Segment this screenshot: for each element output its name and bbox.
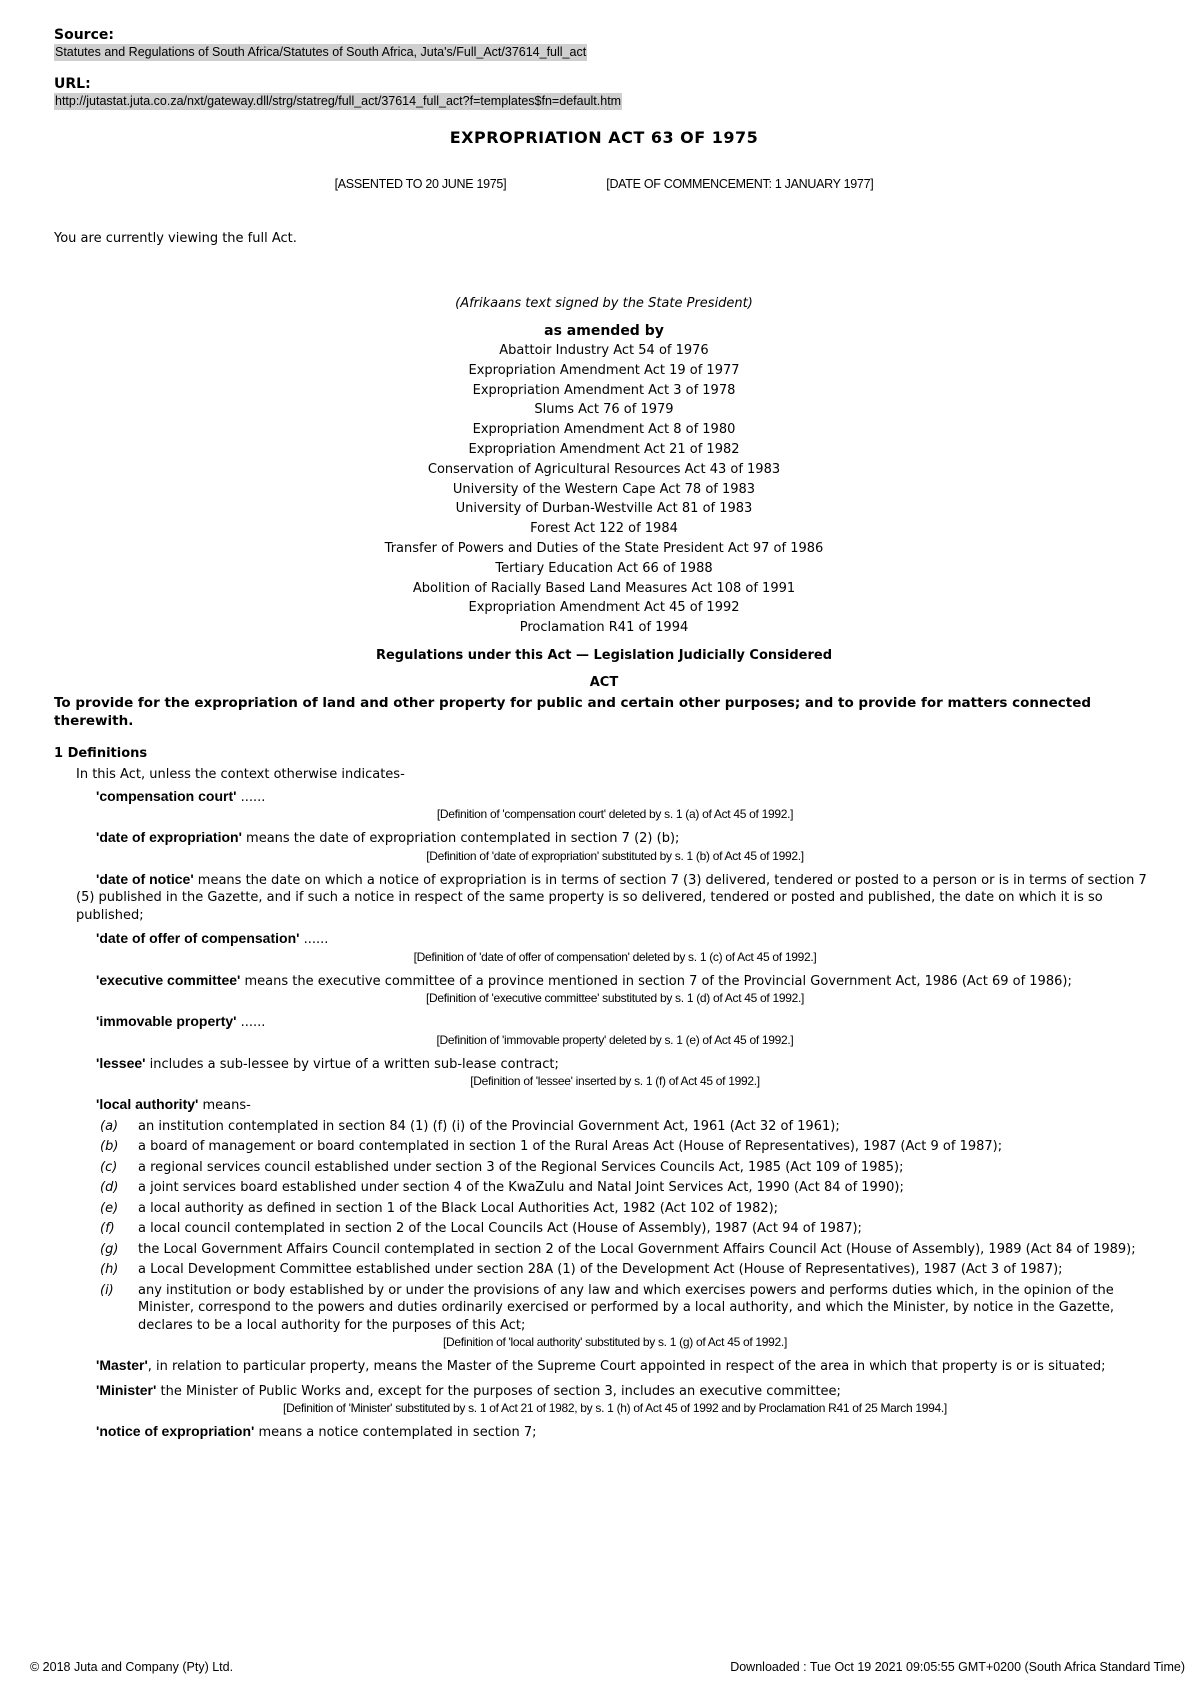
definition-master: [76, 1357, 1154, 1376]
viewing-notice: You are currently viewing the full Act.: [54, 231, 297, 246]
definition-term: 'date of expropriation': [96, 829, 242, 846]
definition-date-of-offer: [76, 930, 1154, 966]
amendment-link[interactable]: University of Durban-Westville Act 81 of 1983: [455, 501, 753, 517]
source-value: Statutes and Regulations of South Africa/Statutes of South Africa, Juta's/Full_Act/37614_full_act: [55, 45, 587, 59]
paragraph-c: (c) a regional services council established under section 3 of the Regional Services Councils Act, 1985 (Act 109 of 1985);: [100, 1159, 904, 1175]
date-line: [54, 177, 1154, 191]
definition-local-authority: [76, 1096, 1154, 1115]
commencement-date: [DATE OF COMMENCEMENT: 1 JANUARY 1977]: [606, 177, 874, 191]
paragraph-d: (d) a joint services board established under section 4 of the KwaZulu and Natal Joint Services Act, 1990 (Act 84 of 1990);: [100, 1180, 904, 1196]
amendment-note: [Definition of 'lessee' inserted by s. 1 (f) of Act 45 of 1992.]: [470, 1074, 760, 1089]
paragraph-b: (b) a board of management or board contemplated in section 1 of the Rural Areas Act (House of Representatives), 1987 (Act 9 of 1987);: [100, 1139, 1003, 1155]
document-page: [54, 26, 1154, 1442]
amendment-note: [Definition of 'date of expropriation' substituted by s. 1 (b) of Act 45 of 1992.]: [426, 848, 804, 863]
definition-immovable-property: [76, 1013, 1154, 1049]
amendment-link[interactable]: Forest Act 122 of 1984: [530, 521, 678, 537]
definition-text: ......: [236, 1015, 266, 1031]
paragraph-f: (f) a local council contemplated in section 2 of the Local Councils Act (House of Assembly), 1987 (Act 94 of 1987);: [100, 1221, 862, 1237]
definition-term: 'date of notice': [96, 870, 194, 887]
definition-compensation-court: [76, 788, 1154, 824]
amendment-link[interactable]: Slums Act 76 of 1979: [534, 402, 674, 418]
definition-term: 'notice of expropriation': [96, 1423, 255, 1440]
definition-term: 'executive committee': [96, 971, 241, 988]
amendment-note: [Definition of 'executive committee' substituted by s. 1 (d) of Act 45 of 1992.]: [425, 991, 805, 1006]
definition-text: the Minister of Public Works and, except for the purposes of section 3, includes an executive committee;: [156, 1383, 841, 1399]
section-heading: 1 Definitions: [54, 745, 148, 761]
amendment-link[interactable]: Proclamation R41 of 1994: [519, 620, 689, 636]
amendment-link[interactable]: Expropriation Amendment Act 45 of 1992: [468, 600, 740, 616]
definition-date-of-notice: [76, 871, 1154, 925]
local-authority-note-wrap: [76, 1334, 1154, 1351]
definition-minister: [76, 1382, 1154, 1418]
act-title: EXPROPRIATION ACT 63 OF 1975: [449, 128, 759, 147]
definition-term: 'date of offer of compensation': [96, 930, 300, 947]
amendment-link[interactable]: Expropriation Amendment Act 8 of 1980: [472, 422, 736, 438]
amendment-note: [Definition of 'compensation court' deleted by s. 1 (a) of Act 45 of 1992.]: [436, 807, 794, 822]
definition-notice-of-expropriation: [76, 1423, 1154, 1442]
amendment-link[interactable]: Abolition of Racially Based Land Measures Act 108 of 1991: [412, 580, 796, 596]
definition-lessee: [76, 1055, 1154, 1091]
amendment-link[interactable]: Expropriation Amendment Act 3 of 1978: [472, 382, 736, 398]
amendment-note: [Definition of 'Minister' substituted by s. 1 of Act 21 of 1982, by s. 1 (h) of Act 45 of 1992 and by Proclamation R41 of 25 March 1994.]: [283, 1401, 947, 1416]
section-intro: In this Act, unless the context otherwise indicates-: [76, 766, 405, 782]
definition-text: includes a sub-lessee by virtue of a written sub-lease contract;: [145, 1056, 559, 1072]
paragraph-a: (a) an institution contemplated in section 84 (1) (f) (i) of the Provincial Government Act, 1961 (Act 32 of 1961);: [100, 1118, 840, 1134]
definition-text: means-: [198, 1098, 251, 1114]
amended-heading: as amended by: [544, 323, 664, 339]
amendment-link[interactable]: Abattoir Industry Act 54 of 1976: [499, 343, 709, 358]
amendment-list: [54, 341, 1154, 638]
signed-note: (Afrikaans text signed by the State President): [455, 296, 753, 311]
amendment-note: [Definition of 'immovable property' deleted by s. 1 (e) of Act 45 of 1992.]: [436, 1032, 794, 1047]
definition-term: 'compensation court': [96, 787, 237, 804]
definition-date-of-expropriation: [76, 829, 1154, 865]
definition-term: 'Master': [96, 1357, 148, 1374]
page-footer: [30, 1660, 1185, 1674]
definition-executive-committee: [76, 972, 1154, 1008]
definition-text: means the date on which a notice of expropriation is in terms of section 7 (3) delivered, tendered or posted to a person or is in terms of section 7 (5) published in the Gazette, and if such a notice in respect of the same property is so delivered, tendered or posted and published, the date on which it is so published;: [76, 872, 1147, 923]
amendment-link[interactable]: University of the Western Cape Act 78 of 1983: [452, 481, 756, 497]
definition-term: 'Minister': [96, 1381, 157, 1398]
definition-text: means the date of expropriation contemplated in section 7 (2) (b);: [241, 831, 680, 847]
amendment-note: [Definition of 'date of offer of compensation' deleted by s. 1 (c) of Act 45 of 1992.]: [413, 949, 817, 964]
definition-text: means the executive committee of a province mentioned in section 7 of the Provincial Government Act, 1986 (Act 69 of 1986);: [240, 973, 1072, 989]
amendment-link[interactable]: Expropriation Amendment Act 21 of 1982: [468, 441, 740, 457]
definition-term: 'immovable property': [96, 1013, 237, 1030]
definition-term: 'lessee': [96, 1054, 146, 1071]
paragraph-g: (g) the Local Government Affairs Council contemplated in section 2 of the Local Government Affairs Council Act (House of Assembly), 1989 (Act 84 of 1989);: [100, 1241, 1136, 1257]
definition-text: ......: [236, 789, 266, 805]
amendment-link[interactable]: Tertiary Education Act 66 of 1988: [495, 560, 713, 576]
copyright: © 2018 Juta and Company (Pty) Ltd.: [30, 1660, 234, 1674]
paragraph-e: (e) a local authority as defined in section 1 of the Black Local Authorities Act, 1982 (Act 102 of 1982);: [100, 1200, 779, 1216]
paragraph-i: (i) any institution or body established by or under the provisions of any law and which exercises powers and performs duties which, in the opinion of the Minister, correspond to the powers and duties ordinarily exercised or performed by a local authority, and which the Minister, by notice in the Gazette, declares to be a local authority for the purposes of this Act;: [100, 1282, 1114, 1333]
download-timestamp: Downloaded : Tue Oct 19 2021 09:05:55 GMT+0200 (South Africa Standard Time): [730, 1660, 1185, 1674]
long-title: To provide for the expropriation of land and other property for public and certain other purposes; and to provide for matters connected therewith.: [54, 694, 1092, 729]
act-heading: ACT: [589, 674, 619, 690]
definition-term: 'local authority': [96, 1096, 199, 1113]
assented-date: [ASSENTED TO 20 JUNE 1975]: [334, 177, 507, 191]
amendment-link[interactable]: Conservation of Agricultural Resources Act 43 of 1983: [427, 461, 781, 477]
url-label: URL:: [54, 76, 91, 92]
url-link[interactable]: http://jutastat.juta.co.za/nxt/gateway.dll/strg/statreg/full_act/37614_full_act?f=templates$fn=default.htm: [55, 94, 622, 108]
amendment-link[interactable]: Transfer of Powers and Duties of the State President Act 97 of 1986: [384, 540, 824, 556]
regulations-links[interactable]: Regulations under this Act — Legislation Judicially Considered: [375, 647, 832, 663]
paragraph-h: (h) a Local Development Committee established under section 28A (1) of the Development Act (House of Representatives), 1987 (Act 3 of 1987);: [100, 1262, 1063, 1278]
amendment-note: [Definition of 'local authority' substituted by s. 1 (g) of Act 45 of 1992.]: [443, 1335, 787, 1350]
definition-text: , in relation to particular property, means the Master of the Supreme Court appointed in respect of the area in which that property is or is situated;: [147, 1359, 1106, 1375]
definition-text: means a notice contemplated in section 7;: [254, 1425, 537, 1441]
amendment-link[interactable]: Expropriation Amendment Act 19 of 1977: [468, 362, 740, 378]
definition-text: ......: [299, 932, 329, 948]
source-label: Source:: [54, 27, 114, 43]
